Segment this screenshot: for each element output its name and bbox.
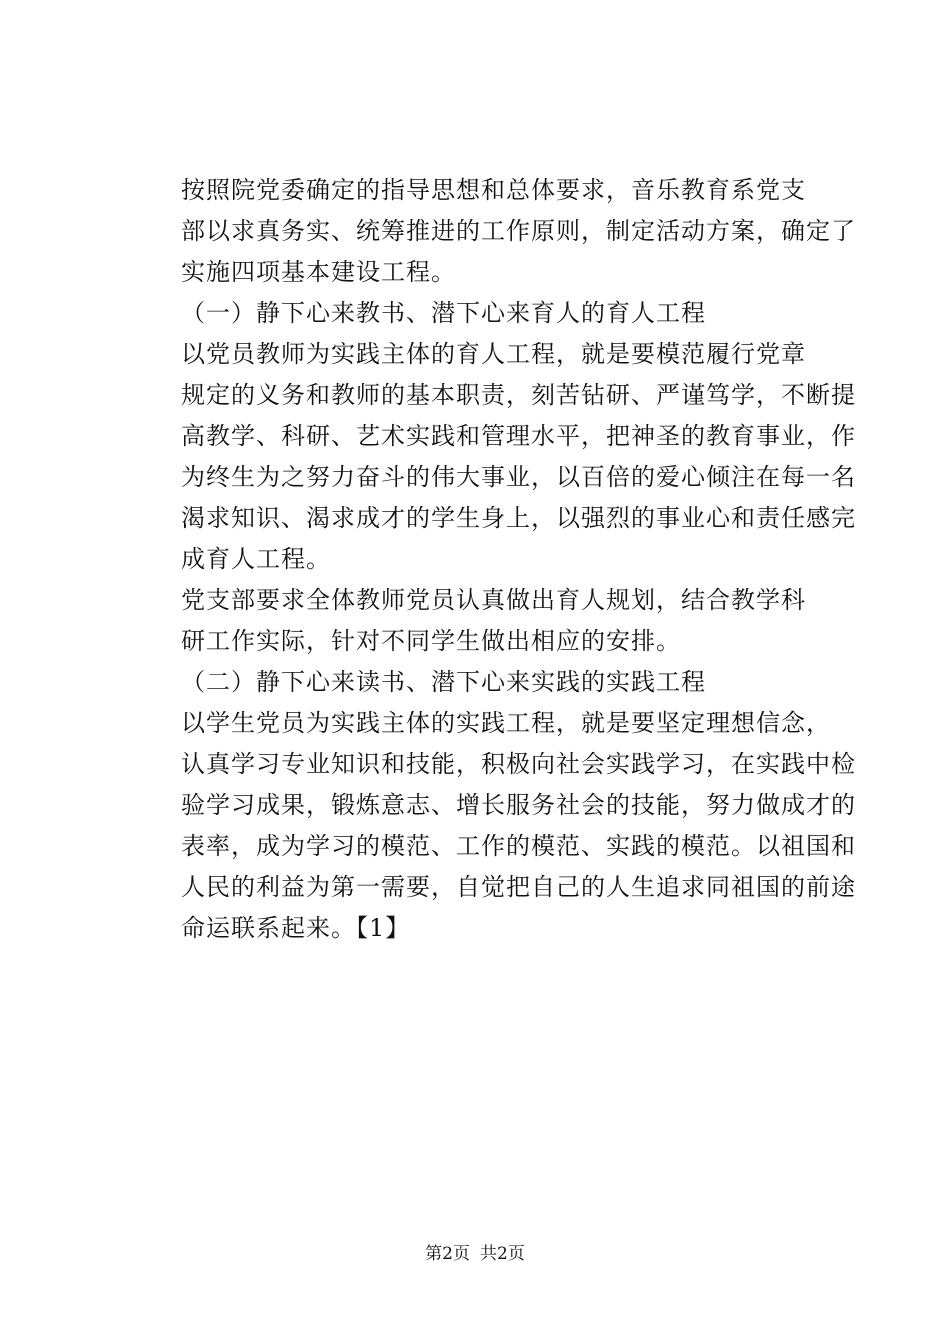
section-heading-2 <box>129 662 829 703</box>
text-line: 为终生为之努力奋斗的伟大事业，以百倍的爱心倾注在每一名 <box>181 463 856 491</box>
heading-text: （一）静下心来教书、潜下心来育人的育人工程 <box>181 299 706 327</box>
document-body <box>129 170 856 949</box>
paragraph-student-project <box>129 703 856 949</box>
text-line: 命运联系起来。【1】 <box>181 914 411 942</box>
text-line: 实施四项基本建设工程。 <box>181 258 456 286</box>
text-line: 以学生党员为实践主体的实践工程，就是要坚定理想信念， <box>181 709 831 737</box>
text-line: 验学习成果，锻炼意志、增长服务社会的技能，努力做成才的 <box>181 791 856 819</box>
text-line: 认真学习专业知识和技能，积极向社会实践学习，在实践中检 <box>181 750 856 778</box>
text-line: 以党员教师为实践主体的育人工程，就是要模范履行党章 <box>181 340 806 368</box>
section-heading-1 <box>129 293 829 334</box>
text-line: 按照院党委确定的指导思想和总体要求，音乐教育系党支 <box>181 176 806 204</box>
text-line: 成育人工程。 <box>181 545 331 573</box>
page-footer <box>0 1243 950 1265</box>
paragraph-teacher-project <box>129 334 856 580</box>
text-line: 党支部要求全体教师党员认真做出育人规划，结合教学科 <box>181 586 806 614</box>
text-line: 表率，成为学习的模范、工作的模范、实践的模范。以祖国和 <box>181 832 856 860</box>
text-line: 研工作实际，针对不同学生做出相应的安排。 <box>181 627 681 655</box>
text-line: 高教学、科研、艺术实践和管理水平，把神圣的教育事业，作 <box>181 422 856 450</box>
page-number-total: 共2页 <box>480 1244 525 1264</box>
text-line: 人民的利益为第一需要，自觉把自己的人生追求同祖国的前途 <box>181 873 856 901</box>
paragraph-intro <box>129 170 856 293</box>
page-number-current: 第2页 <box>425 1244 470 1264</box>
text-line: 渴求知识、渴求成才的学生身上，以强烈的事业心和责任感完 <box>181 504 856 532</box>
text-line: 部以求真务实、统筹推进的工作原则，制定活动方案，确定了 <box>181 217 856 245</box>
heading-text: （二）静下心来读书、潜下心来实践的实践工程 <box>181 668 706 696</box>
paragraph-branch-requirement <box>129 580 829 662</box>
text-line: 规定的义务和教师的基本职责，刻苦钻研、严谨笃学，不断提 <box>181 381 856 409</box>
